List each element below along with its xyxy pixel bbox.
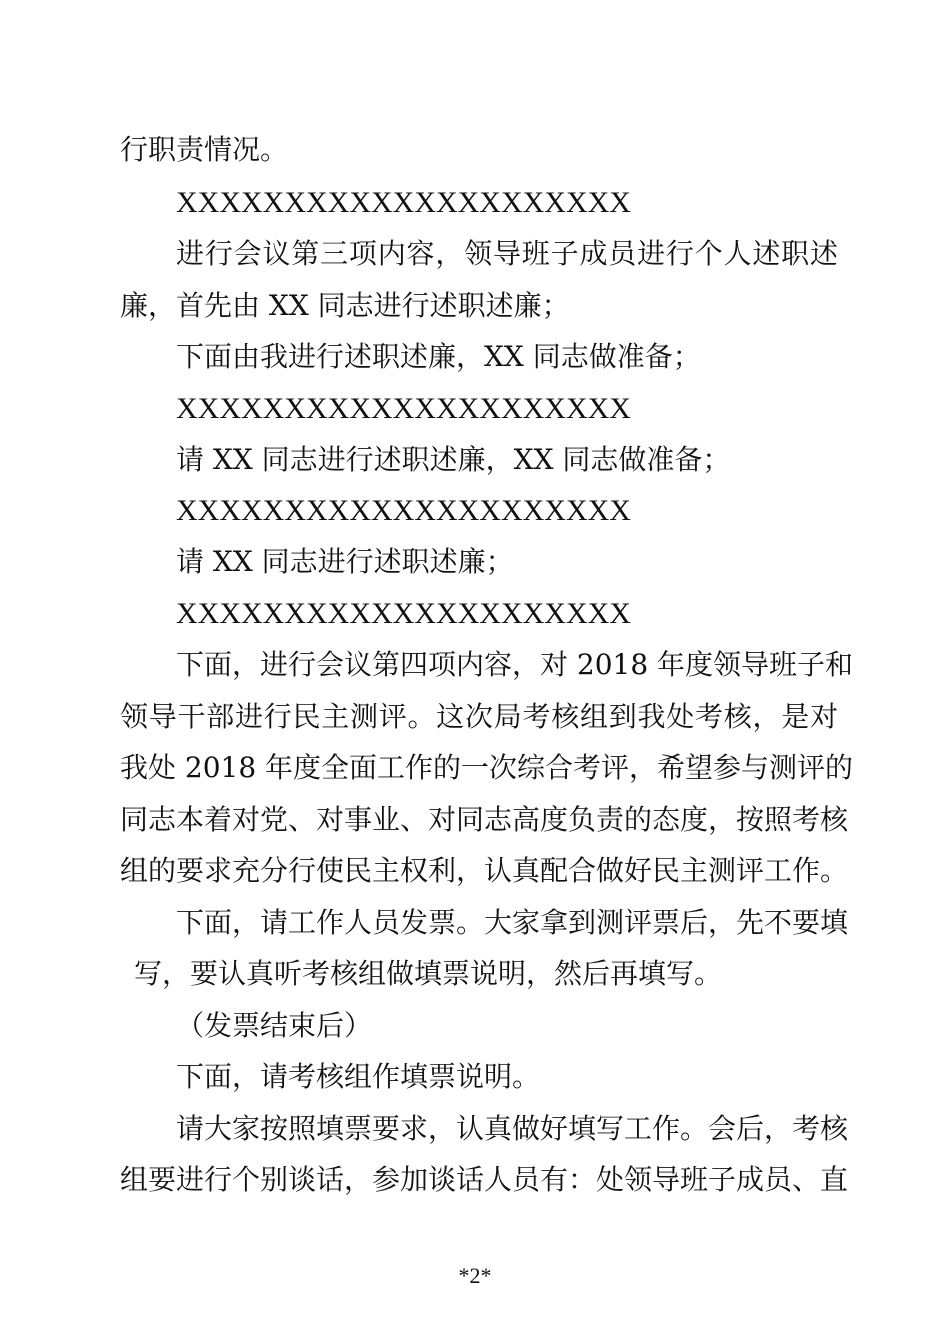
text-line: 请 XX 同志进行述职述廉，XX 同志做准备； [176, 443, 731, 476]
text-line: 组要进行个别谈话，参加谈话人员有：处领导班子成员、直 [120, 1163, 849, 1196]
text-line: 廉，首先由 XX 同志进行述职述廉； [120, 289, 570, 322]
placeholder-line: XXXXXXXXXXXXXXXXXXXXX [176, 392, 631, 425]
placeholder-line: XXXXXXXXXXXXXXXXXXXXX [176, 494, 631, 527]
placeholder-line: XXXXXXXXXXXXXXXXXXXXX [176, 186, 631, 219]
text-line: 下面，请工作人员发票。大家拿到测评票后，先不要填 [176, 906, 849, 939]
text-line: 进行会议第三项内容，领导班子成员进行个人述职述 [176, 237, 838, 270]
text-line: 行职责情况。 [120, 133, 289, 166]
page-number: *2* [458, 1263, 492, 1288]
placeholder-line: XXXXXXXXXXXXXXXXXXXXX [176, 597, 631, 630]
text-line: 我处 2018 年度全面工作的一次综合考评，希望参与测评的 [120, 751, 854, 784]
text-line: 组的要求充分行使民主权利，认真配合做好民主测评工作。 [120, 854, 849, 887]
text-line: （发票结束后） [176, 1009, 373, 1042]
text-line: 下面，进行会议第四项内容，对 2018 年度领导班子和 [176, 648, 854, 681]
text-line: 请 XX 同志进行述职述廉； [176, 545, 514, 578]
text-line: 下面，请考核组作填票说明。 [176, 1060, 541, 1093]
text-line: 写，要认真听考核组做填票说明，然后再填写。 [134, 957, 723, 990]
text-line: 同志本着对党、对事业、对同志高度负责的态度，按照考核 [120, 803, 849, 836]
text-line: 下面由我进行述职述廉，XX 同志做准备； [176, 340, 701, 373]
text-line: 领导干部进行民主测评。这次局考核组到我处考核，是对 [120, 700, 838, 733]
text-line: 请大家按照填票要求，认真做好填写工作。会后，考核 [176, 1112, 849, 1145]
